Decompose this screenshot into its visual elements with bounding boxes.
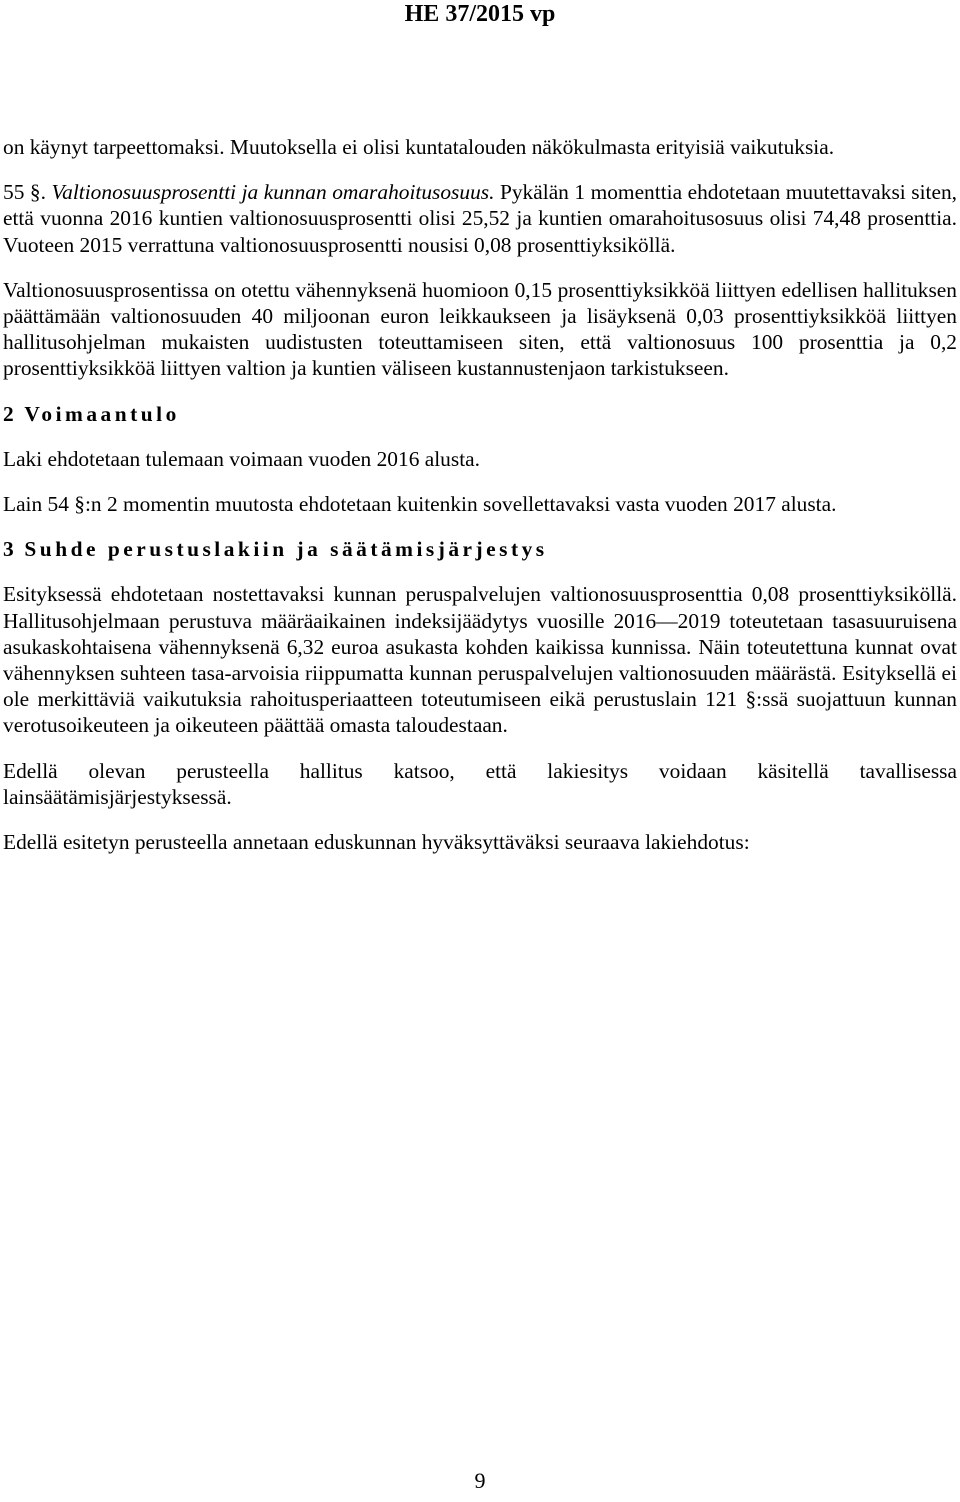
heading-perustuslaki bbox=[3, 536, 957, 562]
paragraph-esitys: Esityksessä ehdotetaan nostettavaksi kunnan peruspalvelujen valtionosuusprosenttia 0,08 prosenttiyksiköllä. Hallitusohjelmaan perustuva määräaikainen indeksijäädytys vuosille 2016—2019 toteutetaan tasasuuruisena asukaskohtaisena vähennyksenä 6,32 euroa asukasta kohden kaikissa kunnissa. Näin toteutettuna kunnat ovat vähennyksen suhteen tasa-arvoisia riippumatta kunnan peruspalvelujen valtionosuuden määrästä. Esityksellä ei ole merkittäviä vaikutuksia rahoitusperiaatteen toteutumiseen eikä perustuslain 121 §:ssä suojattuun kunnan verotusoikeuteen ja oikeuteen päättää omasta taloudestaan. bbox=[3, 582, 957, 738]
paragraph-intro-continuation: on käynyt tarpeettomaksi. Muutoksella ei olisi kuntatalouden näkökulmasta erityisiä vaikutuksia. bbox=[3, 135, 835, 159]
heading-number: 3 bbox=[3, 537, 14, 562]
document-body bbox=[3, 134, 957, 855]
heading-number: 2 bbox=[3, 401, 14, 426]
paragraph-hallitus-katsoo: Edellä olevan perusteella hallitus katsoo, että lakiesitys voidaan käsitellä tavallisessa lainsäätämisjärjestyksessä. bbox=[3, 758, 957, 809]
heading-title: Voimaantulo bbox=[24, 401, 180, 426]
section-title: Valtionosuusprosentti ja kunnan omarahoitusosuus. bbox=[51, 180, 495, 205]
document-header: HE 37/2015 vp bbox=[404, 1, 556, 27]
paragraph-lain-54: Lain 54 §:n 2 momentin muutosta ehdotetaan kuitenkin sovellettavaksi vasta vuoden 2017 alusta. bbox=[3, 492, 837, 517]
section-text: Pykälän 1 momenttia ehdotetaan muutettavaksi siten, että vuonna 2016 kuntien valtionosuusprosentti olisi 25,52 ja kuntien omarahoitusosuus olisi 74,48 prosenttia. Vuoteen 2015 verrattuna valtionosuusprosentti nousisi 0,08 prosenttiyksiköllä. bbox=[3, 180, 957, 257]
paragraph-valtionosuusprosentti: Valtionosuusprosentissa on otettu vähennyksenä huomioon 0,15 prosenttiyksikköä liittyen edellisen hallituksen päättämään valtionosuuden 40 miljoonan euron leikkaukseen ja lisäyksenä 0,03 prosenttiyksikköä liittyen hallitusohjelman mukaisten uudistusten toteuttamiseen siten, että valtionosuus 100 prosenttia ja 0,2 prosenttiyksikköä liittyen valtion ja kuntien väliseen kustannustenjaon tarkistukseen. bbox=[3, 277, 957, 381]
heading-title: Suhde perustuslakiin ja säätämisjärjestys bbox=[24, 537, 548, 562]
heading-voimaantulo bbox=[3, 401, 957, 427]
page-number: 9 bbox=[474, 1468, 486, 1493]
paragraph-voimaantulo: Laki ehdotetaan tulemaan voimaan vuoden 2016 alusta. bbox=[3, 446, 480, 471]
section-number: 55 §. bbox=[3, 180, 46, 205]
paragraph-section-55 bbox=[3, 179, 957, 258]
paragraph-lakiehdotus: Edellä esitetyn perusteella annetaan eduskunnan hyväksyttäväksi seuraava lakiehdotus: bbox=[3, 830, 750, 855]
